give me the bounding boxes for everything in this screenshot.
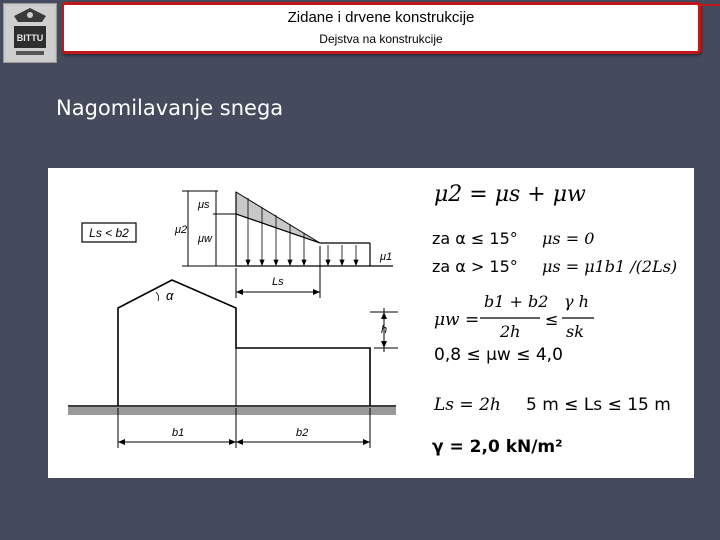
alpha-label: α [166,288,174,303]
mu2-label: μ2 [175,224,188,236]
course-title: Zidane i drvene konstrukcije [287,9,475,26]
drift-wedge [236,192,320,243]
header-banner [61,2,701,54]
slide-heading: Nagomilavanje snega [56,96,284,120]
institution-logo [3,3,57,63]
h-arrow-bottom [381,341,387,348]
b2-label: b2 [296,427,309,439]
formula-case2-condition: za α > 15° [432,257,518,276]
b1-arrow-right [229,439,236,445]
formula-muw-numerator: b1 + b2 [484,292,549,311]
h-arrow-top [381,312,387,319]
snow-drift-figure [48,168,694,478]
b2-arrow-right [363,439,370,445]
formula-muw-range: 0,8 ≤ μw ≤ 4,0 [434,345,563,365]
formula-ls-range: 5 m ≤ Ls ≤ 15 m [526,395,671,415]
formula-mu2: μ2 = μs + μw [434,182,586,207]
formula-muw-lhs: μw = [434,310,480,330]
h-label: h [381,324,388,336]
ground-hatch [68,407,396,415]
logo-text: BITTU [16,33,44,43]
formula-ls: Ls = 2h [434,395,501,415]
b2-arrow-left [236,439,243,445]
ls-arrow-left [236,289,243,295]
ls-label: Ls [272,276,284,288]
mu-w-label: μw [198,233,212,245]
crest-logo-icon [4,4,56,62]
formula-case1-value: μs = 0 [542,229,595,248]
mu-s-label: μs [198,199,210,211]
formula-case2-value: μs = μ1b1 /(2Ls) [542,257,678,276]
formula-case1-condition: za α ≤ 15° [432,229,518,248]
formula-muw-denominator: 2h [500,322,521,341]
building-outline [118,280,370,406]
snow-drift-diagram [48,168,694,478]
b1-label: b1 [172,427,185,439]
formula-muw-leq: ≤ [545,310,559,329]
course-subtitle: Dejstva na konstrukcije [319,32,443,46]
b1-arrow-left [118,439,125,445]
mu1-label: μ1 [380,251,393,263]
corner-decoration [698,4,720,16]
formula-gamma: γ = 2,0 kN/m² [432,437,563,457]
formula-muw-denominator-2: sk [566,322,584,341]
condition-label: Ls < b2 [89,226,129,240]
ls-arrow-right [313,289,320,295]
formula-muw-numerator-2: γ h [564,292,589,311]
alpha-arc [156,292,159,301]
